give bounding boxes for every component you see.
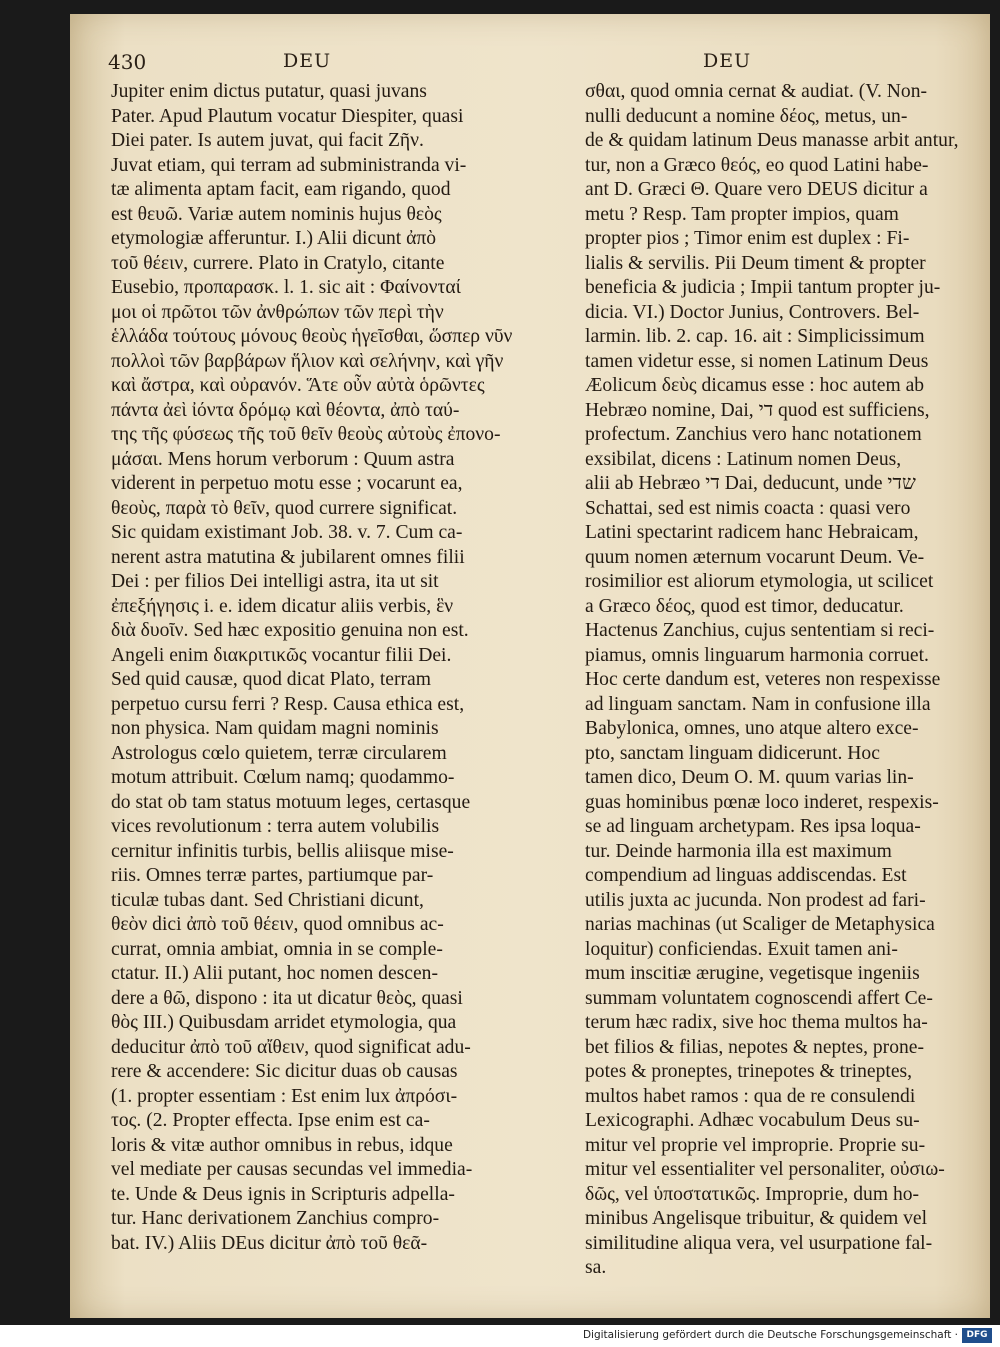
- text-column-right: [585, 80, 959, 1281]
- digitization-footer: [0, 1325, 1000, 1347]
- text-column-left: [111, 80, 561, 1256]
- text-line: πάντα ἀεὶ ἰόντα δρόμῳ καὶ θέοντα, ἀπὸ ταύ-: [111, 399, 460, 421]
- text-line: terum hæc radix, sive hoc thema multos ha-: [585, 1012, 928, 1033]
- text-line: θεοὺς, παρὰ τὸ θεῖν, quod currere significat.: [111, 497, 458, 519]
- text-line: μοι οἱ πρῶτοι τῶν ἀνθρώπων τῶν περὶ τὴν: [111, 301, 444, 323]
- text-line: ticulæ tubas dant. Sed Christiani dicunt,: [111, 889, 424, 911]
- text-line: vices revolutionum : terra autem volubilis: [111, 816, 440, 837]
- text-line: riis. Omnes terræ partes, partiumque par-: [111, 865, 434, 886]
- text-line: piamus, omnis linguarum harmonia corruet.: [585, 644, 929, 666]
- text-line: ἐπεξήγησις i. e. idem dicatur aliis verbis, ἓν: [111, 595, 454, 617]
- text-line: rere & accendere: Sic dicitur duas ob causas: [111, 1061, 458, 1082]
- text-line: σθαι, quod omnia cernat & audiat. (V. Non-: [585, 81, 928, 102]
- text-line: Schattai, sed est nimis coacta : quasi vero: [585, 497, 911, 519]
- page-number: 430: [108, 50, 147, 74]
- text-line: ant D. Græci Θ. Quare vero DEUS dicitur a: [585, 179, 928, 200]
- text-line: larmin. lib. 2. cap. 16. ait : Simplicissimum: [585, 326, 925, 347]
- text-line: dicia. VI.) Doctor Junius, Controvers. Bel-: [585, 301, 920, 323]
- text-line: currat, omnia ambiat, omnia in se comple-: [111, 938, 443, 960]
- text-line: θὸς III.) Quibusdam arridet etymologia, qua: [111, 1012, 457, 1033]
- text-line: Eusebio, προπαρασκ. l. 1. sic ait : Φαίνονταί: [111, 277, 461, 298]
- text-line: Sed quid causæ, quod dicat Plato, terram: [111, 669, 431, 690]
- text-line: cernitur infinitis turbis, bellis aliisque mise-: [111, 840, 454, 862]
- text-line: Babylonica, omnes, uno atque altero exce-: [585, 718, 919, 739]
- text-line: loris & vitæ author omnibus in rebus, idque: [111, 1134, 453, 1156]
- text-line: θεὸν dici ἀπὸ τοῦ θέειν, quod omnibus ac-: [111, 914, 444, 935]
- text-line: de & quidam latinum Deus manasse arbit antur,: [585, 130, 959, 151]
- text-line: tur. Hanc derivationem Zanchius compro-: [111, 1208, 440, 1229]
- text-line: μάσαι. Mens horum verborum : Quum astra: [111, 448, 455, 470]
- text-line: Angeli enim διακριτικῶς vocantur filii Dei.: [111, 644, 452, 666]
- text-line: sa.: [585, 1257, 607, 1278]
- text-line: Hoc certe dandum est, veteres non respexisse: [585, 669, 941, 690]
- text-line: Lexicographi. Adhæc vocabulum Deus su-: [585, 1110, 920, 1131]
- text-line: compendium ad linguas addiscendas. Est: [585, 865, 907, 886]
- text-line: alii ab Hebræo די Dai, deducunt, unde שדי: [585, 473, 916, 494]
- text-line: (1. propter essentiam : Est enim lux ἀπρόσι-: [111, 1085, 458, 1107]
- text-line: tamen dico, Deum O. M. quum varias lin-: [585, 767, 914, 788]
- text-line: narias machinas (ut Scaliger de Metaphysica: [585, 914, 935, 935]
- text-line: a Græco δέος, quod est timor, deducatur.: [585, 595, 904, 617]
- text-line: multos habet ramos : qua de re consulendi: [585, 1085, 916, 1107]
- text-line: Sic quidam existimant Job. 38. v. 7. Cum ca-: [111, 522, 463, 543]
- text-line: Latini spectarint radicem hanc Hebraicam,: [585, 522, 919, 543]
- text-line: tur. Deinde harmonia illa est maximum: [585, 840, 892, 862]
- text-line: ἑλλάδα τούτους μόνους θεοὺς ἡγεῖσθαι, ὥσπερ νῦν: [111, 326, 513, 347]
- text-line: profectum. Zanchius vero hanc notationem: [585, 424, 922, 445]
- text-line: Hactenus Zanchius, cujus sententiam si reci-: [585, 620, 935, 641]
- text-line: se ad linguam archetypam. Res ipsa loqua-: [585, 816, 921, 837]
- text-line: πολλοὶ τῶν βαρβάρων ἥλιον καὶ σελήνην, καὶ γῆν: [111, 350, 504, 372]
- footer-credit: Digitalisierung gefördert durch die Deutsche Forschungsgemeinschaft ·: [582, 1329, 958, 1341]
- text-line: perpetuo cursu ferri ? Resp. Causa ethica est,: [111, 693, 465, 715]
- text-line: της τῆς φύσεως τῆς τοῦ θεῖν θεοὺς αὐτοὺς ἐπονο-: [111, 424, 501, 445]
- text-line: est θευῶ. Variæ autem nominis hujus θεὸς: [111, 203, 442, 225]
- text-line: tæ alimenta aptam facit, eam rigando, quod: [111, 179, 451, 200]
- text-line: etymologiæ afferuntur. I.) Alii dicunt ἀπὸ: [111, 228, 437, 249]
- text-line: τος. (2. Propter effecta. Ipse enim est ca-: [111, 1110, 430, 1131]
- text-line: rosimilior est aliorum etymologia, ut scilicet: [585, 571, 934, 592]
- text-line: nerent astra matutina & jubilarent omnes filii: [111, 546, 465, 568]
- text-line: te. Unde & Deus ignis in Scripturis adpella-: [111, 1183, 455, 1205]
- text-line: bat. IV.) Aliis DEus dicitur ἀπὸ τοῦ θεᾶ-: [111, 1232, 428, 1254]
- text-line: do stat ob tam status motuum leges, certasque: [111, 791, 471, 813]
- text-line: minibus Angelisque tribuitur, & quidem vel: [585, 1208, 928, 1229]
- text-line: δῶς, vel ὑποστατικῶς. Improprie, dum ho-: [585, 1183, 920, 1205]
- running-title-right: DEU: [703, 50, 752, 72]
- text-line: vel mediate per causas secundas vel immedia-: [111, 1159, 473, 1180]
- text-line: nulli deducunt a nomine δέος, metus, un-: [585, 105, 908, 127]
- text-line: Astrologus cœlo quietem, terræ circularem: [111, 742, 447, 764]
- text-line: τοῦ θέειν, currere. Plato in Cratylo, citante: [111, 252, 445, 274]
- text-line: utilis juxta ac jucunda. Non prodest ad fari-: [585, 889, 926, 911]
- text-line: motum attribuit. Cœlum namq; quodammo-: [111, 767, 455, 788]
- text-line: bet filios & filias, nepotes & neptes, prone-: [585, 1036, 925, 1058]
- dfg-logo: DFG: [962, 1328, 992, 1343]
- text-line: Jupiter enim dictus putatur, quasi juvans: [111, 81, 427, 102]
- text-line: non physica. Nam quidam magni nominis: [111, 718, 439, 739]
- text-line: καὶ ἄστρα, καὶ οὐρανόν. Ἅτε οὖν αὐτὰ ὁρῶντες: [111, 375, 485, 396]
- text-line: tamen videtur esse, si nomen Latinum Deus: [585, 350, 929, 372]
- text-line: mum inscitiæ ærugine, vegetisque ingeniis: [585, 963, 920, 984]
- text-line: tur, non a Græco θεός, eo quod Latini habe-: [585, 154, 929, 176]
- text-line: ctatur. II.) Alii putant, hoc nomen descen-: [111, 963, 439, 984]
- text-line: summam voluntatem cognoscendi affert Ce-: [585, 987, 933, 1009]
- text-line: Dei : per filios Dei intelligi astra, ita ut sit: [111, 571, 439, 592]
- text-line: mitur vel essentialiter vel personaliter, οὐσιω-: [585, 1159, 945, 1180]
- text-line: Hebræo nomine, Dai, די quod est sufficiens,: [585, 399, 930, 421]
- text-line: guas hominibus pœnæ loco inderet, respexis-: [585, 791, 939, 813]
- text-line: Diei pater. Is autem juvat, qui facit Ζῆν.: [111, 130, 424, 151]
- text-line: lialis & servilis. Pii Deum timent & propter: [585, 252, 926, 274]
- running-title-left: DEU: [283, 50, 332, 72]
- text-line: beneficia & judicia ; Impii tantum propter ju-: [585, 277, 941, 298]
- text-line: loquitur) conficiendas. Exuit tamen ani-: [585, 938, 898, 960]
- text-line: διὰ δυοῖν. Sed hæc expositio genuina non est.: [111, 620, 469, 641]
- text-line: similitudine aliqua vera, vel usurpatione fal-: [585, 1232, 933, 1254]
- text-line: quum nomen æternum vocarunt Deum. Ve-: [585, 546, 925, 568]
- text-line: exsibilat, dicens : Latinum nomen Deus,: [585, 448, 902, 470]
- text-line: Æolicum δεὺς dicamus esse : hoc autem ab: [585, 375, 925, 396]
- text-line: pto, sanctam linguam didicerunt. Hoc: [585, 742, 880, 764]
- text-line: viderent in perpetuo motu esse ; vocarunt ea,: [111, 473, 463, 494]
- text-line: deducitur ἀπὸ τοῦ αἴθειν, quod significat adu-: [111, 1036, 471, 1058]
- text-line: potes & proneptes, trinepotes & trineptes,: [585, 1061, 913, 1082]
- text-line: mitur vel proprie vel improprie. Proprie su-: [585, 1134, 926, 1156]
- text-line: propter pios ; Timor enim est duplex : Fi-: [585, 228, 910, 249]
- text-line: Juvat etiam, qui terram ad subministranda vi-: [111, 154, 467, 176]
- text-line: dere a θῶ, dispono : ita ut dicatur θεὸς, quasi: [111, 987, 463, 1009]
- text-line: Pater. Apud Plautum vocatur Diespiter, quasi: [111, 105, 464, 127]
- text-line: ad linguam sanctam. Nam in confusione illa: [585, 693, 931, 715]
- text-line: metu ? Resp. Tam propter impios, quam: [585, 203, 899, 225]
